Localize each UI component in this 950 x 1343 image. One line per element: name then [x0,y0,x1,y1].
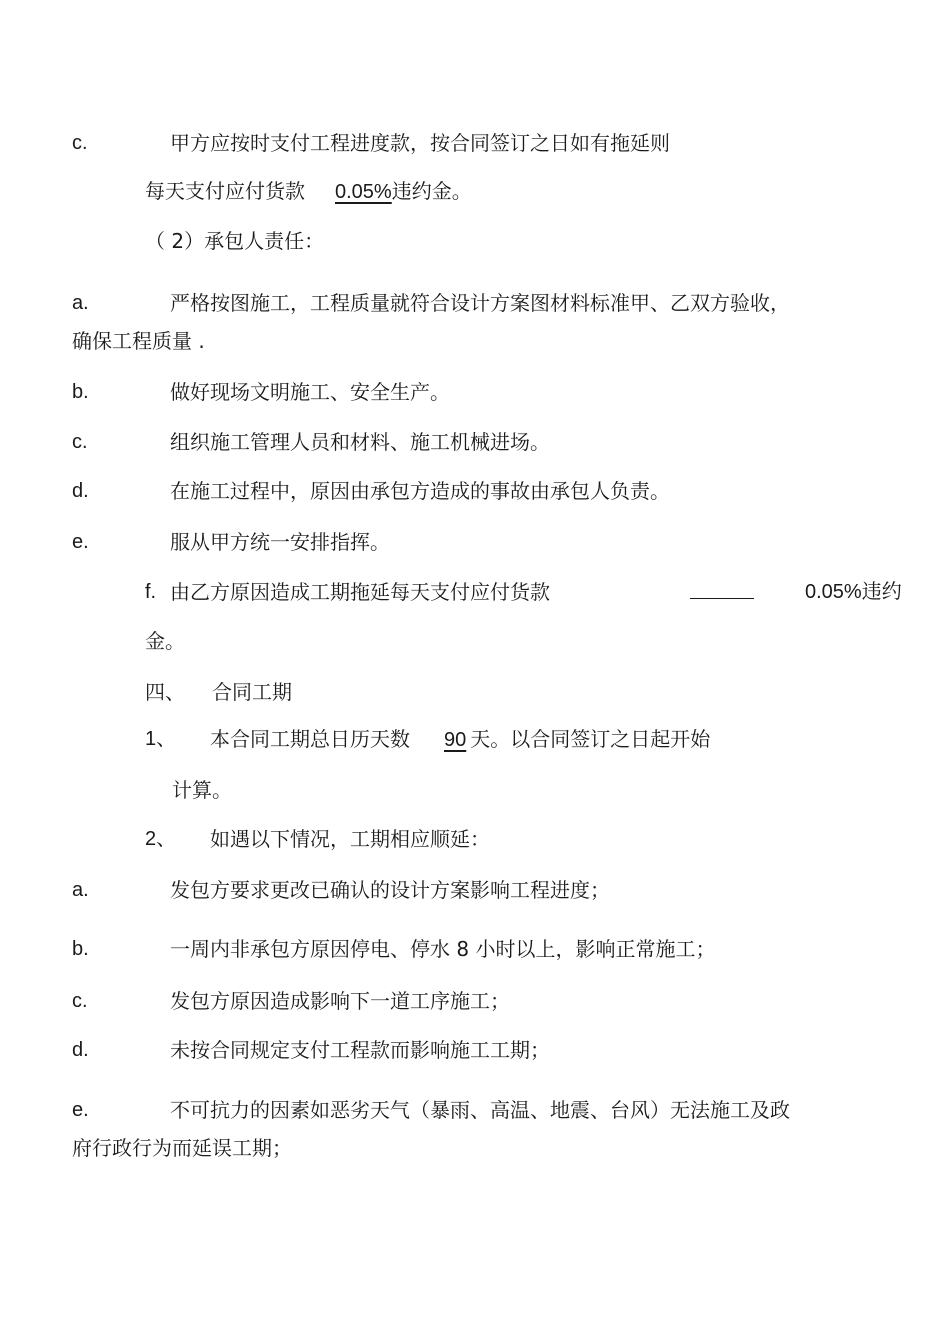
clause-text: 服从甲方统一安排指挥。 [170,530,390,554]
clause-text: 甲方应按时支付工程进度款，按合同签订之日如有拖延则 [170,131,670,155]
clause-text: 如遇以下情况，工期相应顺延： [210,827,490,851]
clause-text: 一周内非承包方原因停电、停水 8 小时以上，影响正常施工； [170,937,716,961]
clause-marker: b. [72,938,89,960]
section-number: 四、 [145,680,185,704]
clause-text: 组织施工管理人员和材料、施工机械进场。 [170,430,550,454]
penalty-rate: 0.05%违约 [805,581,902,603]
clause-marker: e. [72,531,89,553]
clause-continuation: 金。 [145,629,185,653]
clause-marker: d. [72,480,89,502]
clause-text [210,726,710,753]
clause-text: 严格按图施工，工程质量就符合设计方案图材料标准甲、乙双方验收， [170,291,790,315]
clause-marker: d. [72,1039,89,1061]
clause-marker: a. [72,292,89,314]
clause-text: 天。以合同签订之日起开始 [470,727,711,751]
clause-marker: c. [72,990,88,1012]
clause-text: 发包方要求更改已确认的设计方案影响工程进度； [170,878,610,902]
section-heading: 合同工期 [212,680,292,704]
clause-text: 做好现场文明施工、安全生产。 [170,380,450,404]
clause-continuation: 确保工程质量 . [72,329,205,353]
clause-text: 不可抗力的因素如恶劣天气（暴雨、高温、地震、台风）无法施工及政 [170,1098,790,1122]
clause-text: 在施工过程中，原因由承包方造成的事故由承包人负责。 [170,479,670,503]
item-number: 1、 [145,728,177,750]
clause-marker: a. [72,879,89,901]
clause-marker: b. [72,381,89,403]
clause-marker: c. [72,431,88,453]
clause-marker: e. [72,1099,89,1121]
section-heading: （ 2）承包人责任： [145,229,325,253]
clause-marker: c. [72,132,88,154]
clause-text: 违约金。 [391,179,472,203]
clause-continuation: 计算。 [172,778,232,802]
clause-text: 由乙方原因造成工期拖延每天支付应付货款 [170,580,550,604]
clause-text: 本合同工期总日历天数 [210,727,410,751]
penalty-rate: 0.05% [335,181,392,203]
duration-days: 90 [444,729,467,751]
item-number: 2、 [145,828,177,850]
clause-text: 发包方原因造成影响下一道工序施工； [170,989,510,1013]
clause-text: 每天支付应付货款 [145,179,305,203]
clause-continuation: 府行政行为而延误工期； [72,1136,292,1160]
clause-marker: f. [145,581,157,603]
clause-text: 未按合同规定支付工程款而影响施工工期； [170,1038,550,1062]
clause-continuation [145,178,472,205]
fill-in-blank [690,579,754,605]
